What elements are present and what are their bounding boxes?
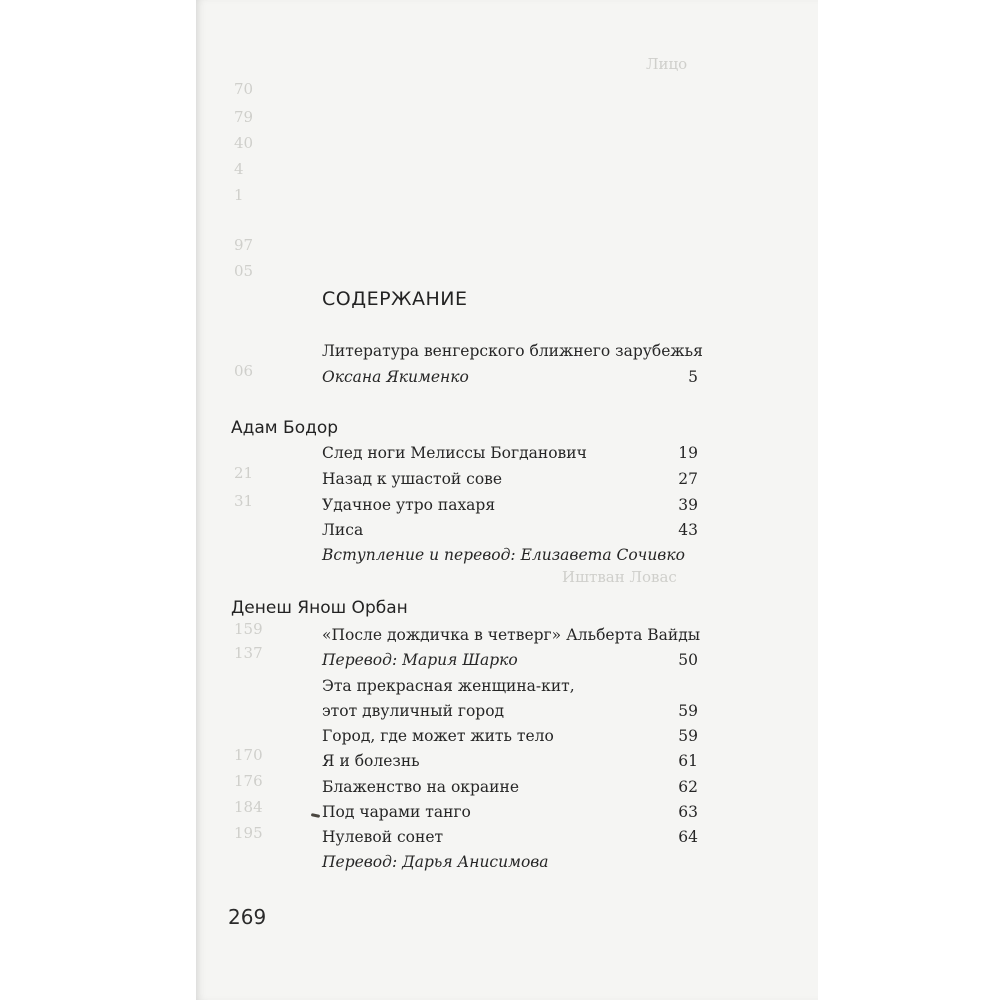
show-through-text: 4: [234, 160, 244, 178]
show-through-text: 40: [234, 134, 254, 152]
toc-heading: СОДЕРЖАНИЕ: [322, 288, 468, 310]
show-through-text: 137: [234, 644, 263, 662]
show-through-text: 184: [234, 798, 263, 816]
section-author: Адам Бодор: [231, 418, 339, 438]
toc-entry-credit: Вступление и перевод: Елизавета Сочивко: [322, 546, 685, 564]
show-through-text: Лицо: [646, 55, 688, 73]
toc-entry-page: 61: [678, 752, 698, 770]
toc-entry-title: Блаженство на окраине: [322, 778, 519, 796]
toc-entry-page: 39: [678, 496, 698, 514]
show-through-text: 06: [234, 362, 254, 380]
show-through-text: 79: [234, 108, 254, 126]
toc-entry-page: 19: [678, 444, 698, 462]
toc-entry-title: Назад к ушастой сове: [322, 470, 503, 488]
show-through-text: 21: [234, 464, 254, 482]
toc-entry-credit: Перевод: Мария Шарко: [322, 651, 518, 669]
toc-entry-page: 27: [678, 470, 698, 488]
toc-entry-title: След ноги Мелиссы Богданович: [322, 444, 587, 462]
page-number: 269: [228, 905, 267, 929]
show-through-text: 1: [234, 186, 244, 204]
toc-entry-title: Литература венгерского ближнего зарубежья: [322, 342, 703, 360]
show-through-text: 97: [234, 236, 254, 254]
show-through-text: 70: [234, 80, 254, 98]
toc-entry-title: «После дождичка в четверг» Альберта Вайды: [322, 626, 701, 644]
toc-entry-credit: Перевод: Дарья Анисимова: [322, 853, 549, 871]
show-through-text: 31: [234, 492, 254, 510]
toc-entry-title: Город, где может жить тело: [322, 727, 554, 745]
show-through-text: 176: [234, 772, 263, 790]
toc-entry-page: 50: [678, 651, 698, 669]
toc-entry-title: Под чарами танго: [322, 803, 471, 821]
toc-entry-page: 59: [678, 702, 698, 720]
toc-entry-title: Нулевой сонет: [322, 828, 444, 846]
show-through-text: 159: [234, 620, 263, 638]
section-author: Денеш Янош Орбан: [231, 598, 408, 618]
toc-entry-title: Эта прекрасная женщина-кит,: [322, 677, 575, 695]
toc-entry-page: 59: [678, 727, 698, 745]
toc-entry-title: этот двуличный город: [322, 702, 505, 720]
toc-entry-title: Удачное утро пахаря: [322, 496, 496, 514]
show-through-text: 195: [234, 824, 263, 842]
toc-entry-page: 64: [678, 828, 698, 846]
toc-entry-page: 63: [678, 803, 698, 821]
toc-entry-page: 5: [688, 368, 698, 386]
show-through-text: 05: [234, 262, 254, 280]
toc-entry-page: 62: [678, 778, 698, 796]
show-through-text: 170: [234, 746, 263, 764]
show-through-text: Иштван Ловас: [562, 568, 677, 586]
toc-entry-page: 43: [678, 521, 698, 539]
toc-entry-title: Я и болезнь: [322, 752, 420, 770]
book-page: [196, 0, 818, 1000]
toc-entry-author: Оксана Якименко: [322, 368, 469, 386]
toc-entry-title: Лиса: [322, 521, 364, 539]
